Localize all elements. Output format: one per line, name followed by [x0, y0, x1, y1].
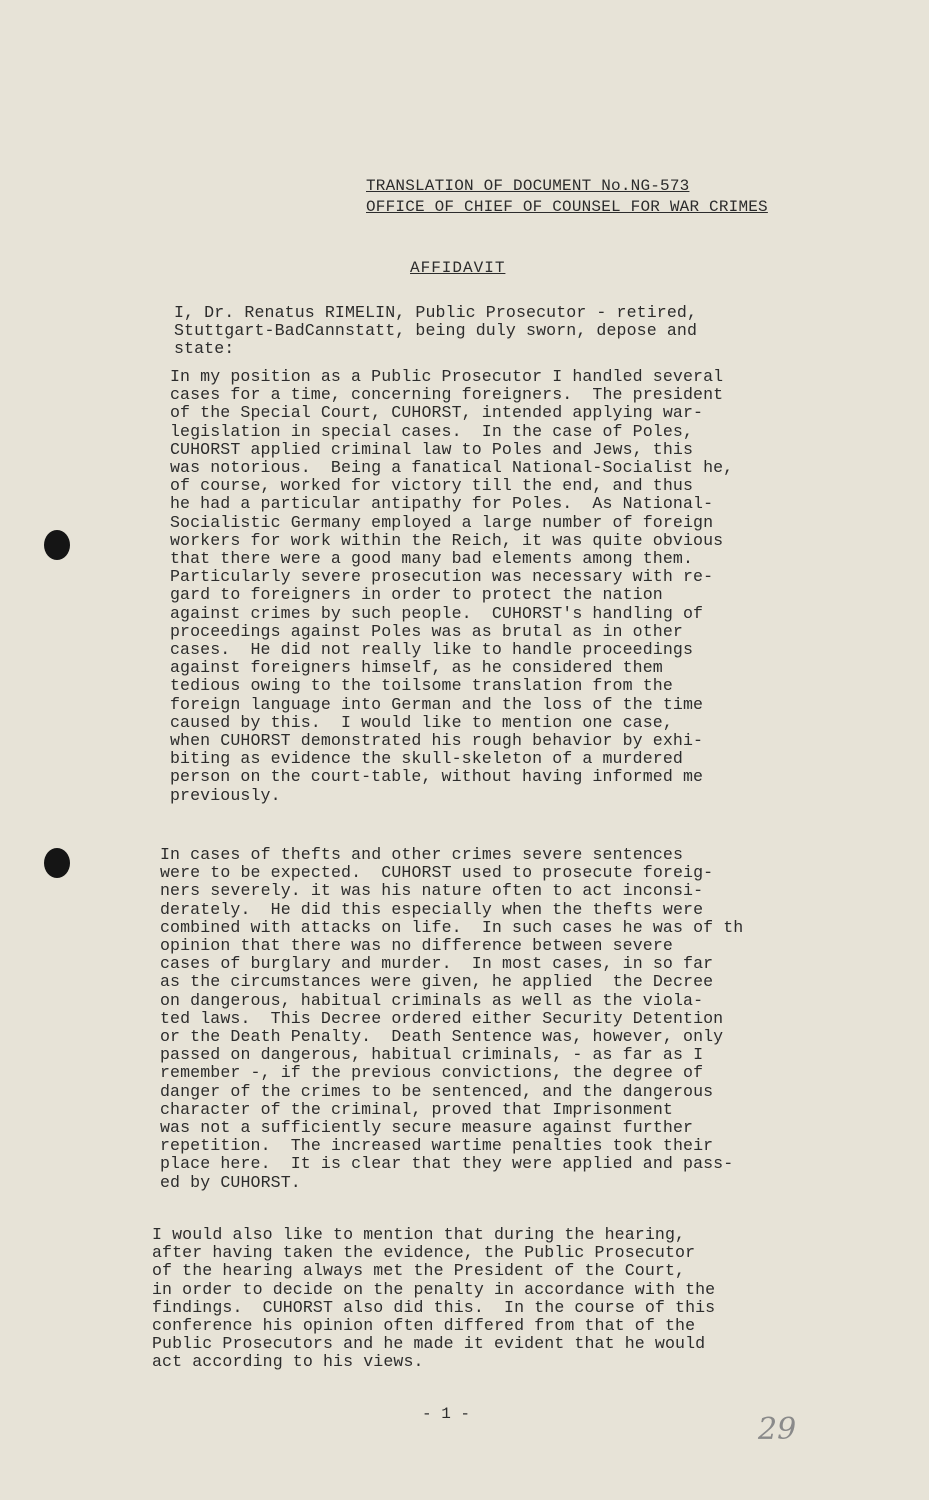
body-paragraph-1: In my position as a Public Prosecutor I handled several cases for a time, concerning foreigners. The president of the Special Court, CUHORST, intended applying war- legislation in special cases. In the case of Poles, CUHORST applied criminal law to Poles and Jews, this was notorious. Being a fanatical National-Socialist he, of course, worked for victory till the end, and thus he had a particular antipathy for Poles. As National- Socialistic Germany employed a large number of foreign workers for work within the Reich, it was quite obvious that there were a good many bad elements among them. Particularly severe prosecution was necessary with re- gard to foreigners in order to protect the nation against crimes by such people. CUHORST's handling of proceedings against Poles was as brutal as in other cases. He did not really like to handle proceedings against foreigners himself, as he considered them tedious owing to the toilsome translation from the foreign language into German and the loss of the time caused by this. I would like to mention one case, when CUHORST demonstrated his rough behavior by exhi- biting as evidence the skull-skeleton of a murdered person on the court-table, without having informed me previously. [170, 367, 734, 805]
punch-hole-bottom [44, 848, 70, 878]
intro-paragraph: I, Dr. Renatus RIMELIN, Public Prosecutor - retired, Stuttgart-BadCannstatt, being duly sworn, depose and state: [174, 303, 698, 359]
handwritten-mark: 29 [758, 1412, 797, 1447]
punch-hole-top [44, 530, 70, 560]
body-paragraph-2: In cases of thefts and other crimes severe sentences were to be expected. CUHORST used to prosecute foreig- ners severely. it was his nature often to act inconsi- derately. He did this especially when the thefts were combined with attacks on life. In such cases he was of th opinion that there was no difference between severe cases of burglary and murder. In most cases, in so far as the circumstances were given, he applied the Decree on dangerous, habitual criminals as well as the viola- ted laws. This Decree ordered either Security Detention or the Death Penalty. Death Sentence was, however, only passed on dangerous, habitual criminals, - as far as I remember -, if the previous convictions, the degree of danger of the crimes to be sentenced, and the dangerous character of the criminal, proved that Imprisonment was not a sufficiently secure measure against further repetition. The increased wartime penalties took their place here. It is clear that they were applied and pass- ed by CUHORST. [160, 845, 744, 1192]
page-number: - 1 - [422, 1405, 471, 1423]
document-header [366, 176, 876, 218]
body-paragraph-3: I would also like to mention that during the hearing, after having taken the evidence, the Public Prosecutor of the hearing always met the President of the Court, in order to decide on the penalty in accordance with the findings. CUHORST also did this. In the course of this conference his opinion often differed from that of the Public Prosecutors and he made it evident that he would act according to his views. [152, 1225, 716, 1372]
header-office-line: OFFICE OF CHIEF OF COUNSEL FOR WAR CRIMES [366, 198, 768, 216]
header-translation-line: TRANSLATION OF DOCUMENT No.NG-573 [366, 177, 690, 195]
document-title: AFFIDAVIT [410, 259, 506, 277]
